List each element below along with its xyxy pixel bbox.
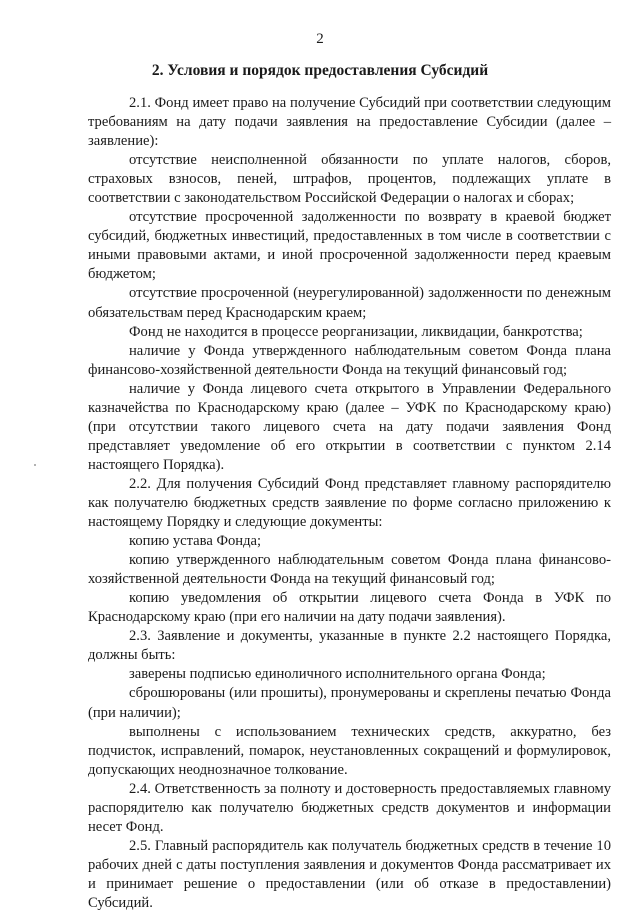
scan-speck bbox=[34, 464, 36, 466]
paragraph-bound: сброшюрованы (или прошиты), пронумерованы и скреплены печатью Фонда (при наличии); bbox=[88, 685, 611, 721]
paragraph-2-4: 2.4. Ответственность за полноту и достоверность предоставляемых главному распорядителю как получателю бюджетных средств документов и информации несет Фонд. bbox=[88, 780, 611, 835]
paragraph-signed: заверены подписью единоличного исполнительного органа Фонда; bbox=[129, 666, 546, 683]
paragraph-account: наличие у Фонда лицевого счета открытого в Управлении Федерального казначейства по Краснодарскому краю (далее – УФК по Краснодарскому краю) (при отсутствии такого лицевого счета на дату подачи заявления Фонд представляет уведомление об его открытии в соответствии с пунктом 2.14 настоящего Порядка). bbox=[88, 380, 611, 473]
paragraph-region-debt: отсутствие просроченной (неурегулированной) задолженности по денежным обязательствам перед Краснодарским краем; bbox=[88, 285, 611, 321]
paragraph-budget-debt: отсутствие просроченной задолженности по возврату в краевой бюджет субсидий, бюджетных инвестиций, предоставленных в том числе в соответствии с иными правовыми актами, и иной просроченной задолженности перед краевым бюджетом; bbox=[88, 209, 611, 283]
paragraph-notice-copy: копию уведомления об открытии лицевого счета Фонда в УФК по Краснодарскому краю (при его наличии на дату подачи заявления). bbox=[88, 590, 611, 626]
section-title: 2. Условия и порядок предоставления Субсидий bbox=[151, 62, 489, 79]
paragraph-charter-copy: копию устава Фонда; bbox=[129, 533, 262, 550]
paragraph-technical: выполнены с использованием технических средств, аккуратно, без подчисток, исправлений, помарок, неустановленных сокращений и формулировок, допускающих неоднозначное толкование. bbox=[88, 723, 611, 778]
paragraph-2-3: 2.3. Заявление и документы, указанные в пункте 2.2 настоящего Порядка, должны быть: bbox=[88, 628, 611, 664]
paragraph-2-1: 2.1. Фонд имеет право на получение Субсидий при соответствии следующим требованиям на дату подачи заявления на предоставление Субсидии (далее – заявление): bbox=[88, 95, 611, 150]
paragraph-plan: наличие у Фонда утвержденного наблюдательным советом Фонда плана финансово-хозяйственной деятельности Фонда на текущий финансовый год; bbox=[88, 342, 611, 378]
paragraph-reorganization: Фонд не находится в процессе реорганизации, ликвидации, банкротства; bbox=[129, 323, 583, 340]
document-body bbox=[88, 94, 611, 913]
paragraph-plan-copy: копию утвержденного наблюдательным советом Фонда плана финансово-хозяйственной деятельности Фонда на текущий финансовый год; bbox=[88, 552, 611, 588]
paragraph-taxes: отсутствие неисполненной обязанности по уплате налогов, сборов, страховых взносов, пеней, штрафов, процентов, подлежащих уплате в соответствии с законодательством Российской Федерации о налогах и сборах; bbox=[88, 152, 611, 207]
paragraph-2-5: 2.5. Главный распорядитель как получатель бюджетных средств в течение 10 рабочих дней с даты поступления заявления и документов Фонда рассматривает их и принимает решение о предоставлении (или об отказе в предоставлении) Субсидий. bbox=[88, 837, 611, 911]
page-number: 2 bbox=[316, 31, 324, 47]
paragraph-2-2: 2.2. Для получения Субсидий Фонд представляет главному распорядителю как получателю бюджетных средств заявление по форме согласно приложению к настоящему Порядку и следующие документы: bbox=[88, 475, 611, 531]
